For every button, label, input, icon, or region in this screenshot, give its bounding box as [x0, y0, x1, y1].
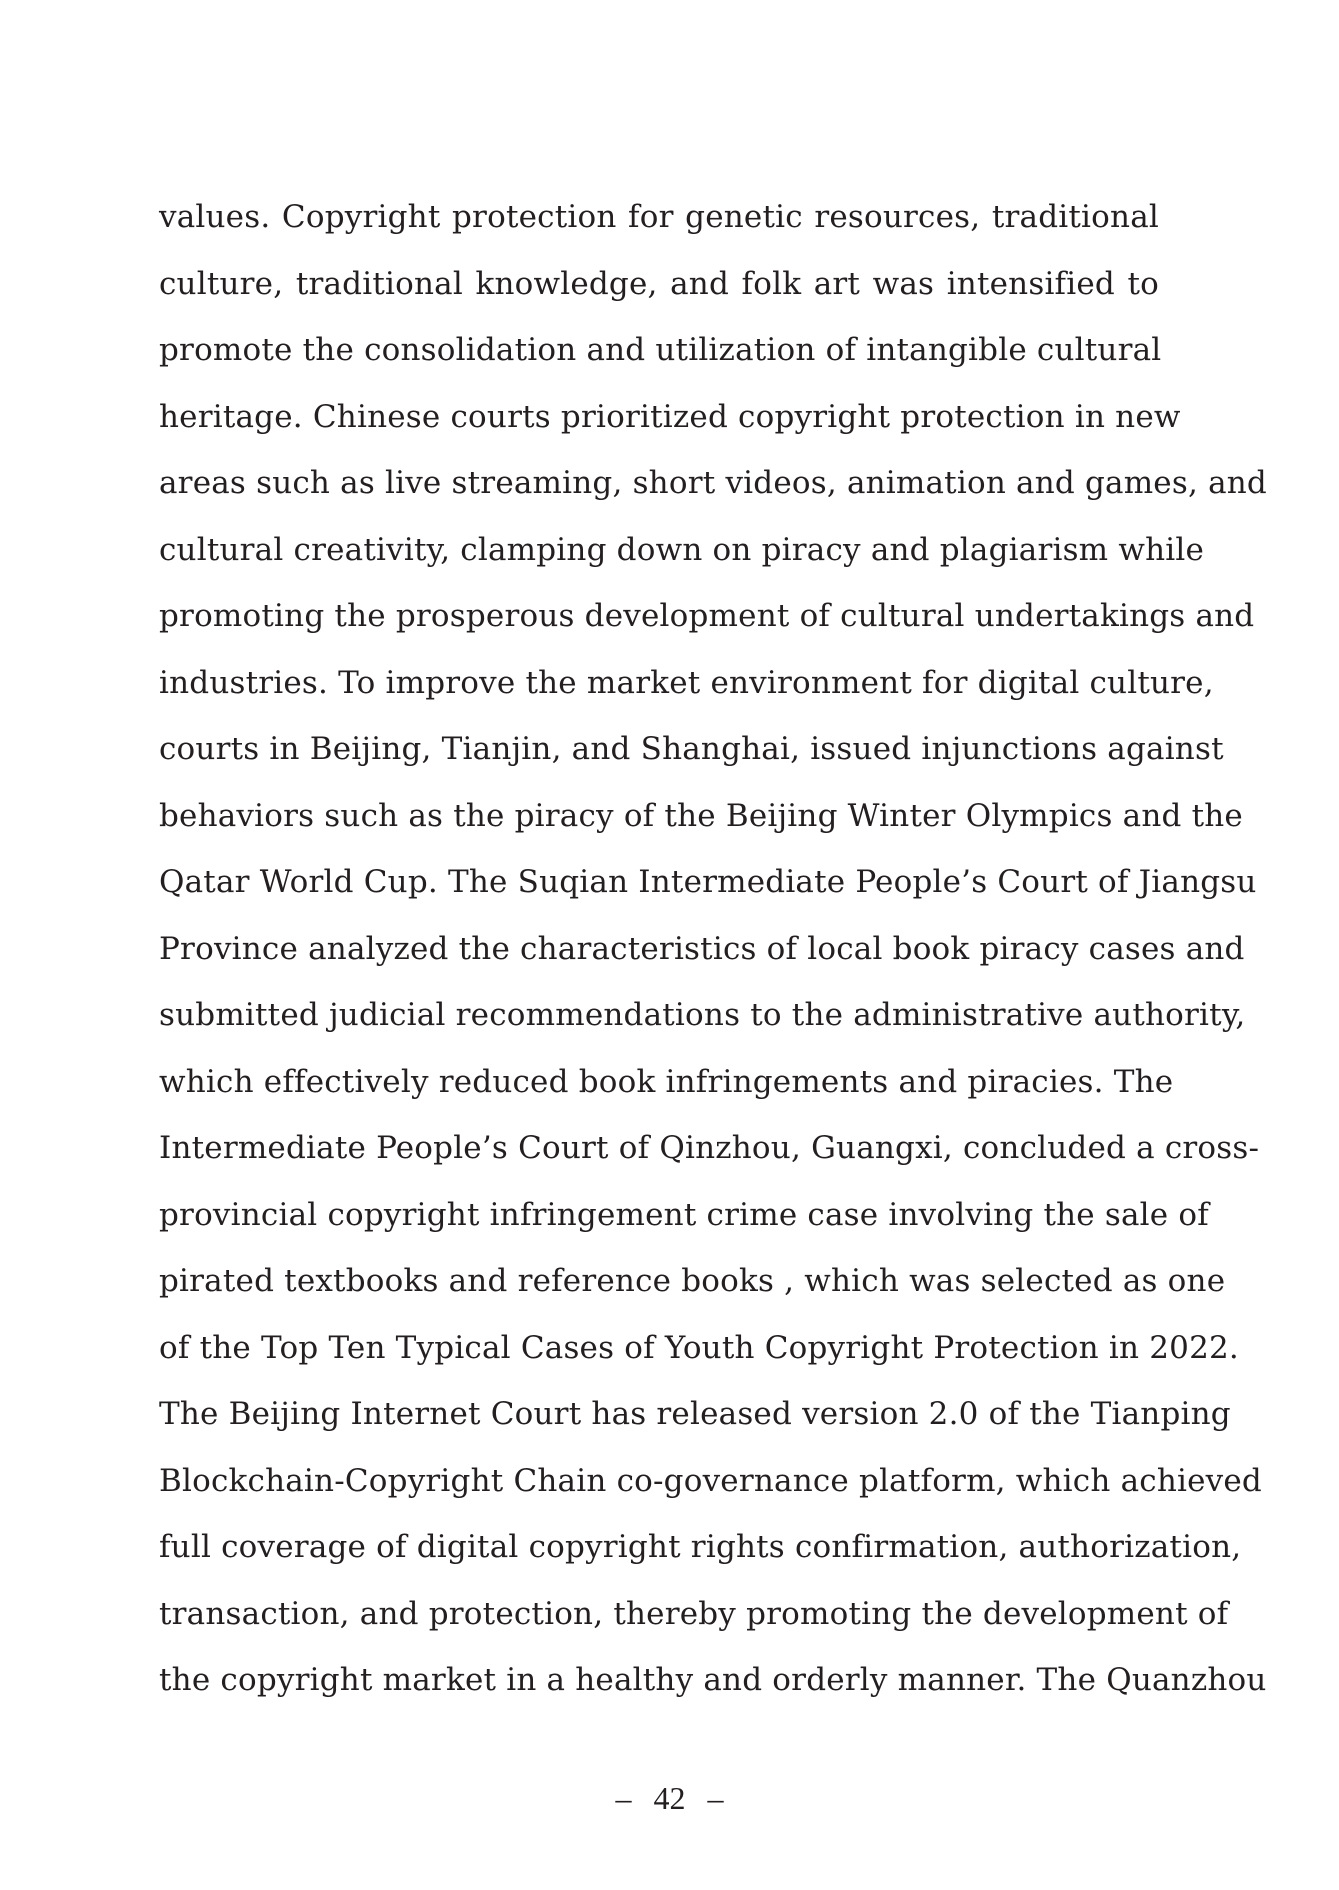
- text-line: Qatar World Cup. The Suqian Intermediate People’s Court of Jiangsu: [159, 864, 1257, 900]
- text-line: provincial copyright infringement crime case involving the sale of: [159, 1196, 1209, 1233]
- text-line: courts in Beijing, Tianjin, and Shanghai, issued injunctions against: [159, 731, 1224, 767]
- text-line: areas such as live streaming, short videos, animation and games, and: [159, 465, 1267, 501]
- text-line: industries. To improve the market environment for digital culture,: [159, 664, 1214, 701]
- text-line: cultural creativity, clamping down on piracy and plagiarism while: [159, 531, 1205, 568]
- text-line: submitted judicial recommendations to the administrative authority,: [159, 997, 1246, 1033]
- text-line: The Beijing Internet Court has released version 2.0 of the Tianping: [159, 1396, 1231, 1432]
- text-line: Province analyzed the characteristics of local book piracy cases and: [159, 930, 1245, 967]
- body-text: [159, 190, 1267, 1720]
- text-line: the copyright market in a healthy and orderly manner. The Quanzhou: [159, 1662, 1267, 1698]
- text-line: Intermediate People’s Court of Qinzhou, Guangxi, concluded a cross-: [159, 1130, 1260, 1166]
- text-line: heritage. Chinese courts prioritized copyright protection in new: [159, 398, 1181, 435]
- text-line: promoting the prosperous development of cultural undertakings and: [159, 598, 1255, 634]
- text-line: of the Top Ten Typical Cases of Youth Copyright Protection in 2022.: [159, 1329, 1239, 1366]
- text-line: pirated textbooks and reference books , which was selected as one: [159, 1263, 1226, 1299]
- text-line: transaction, and protection, thereby promoting the development of: [159, 1595, 1229, 1632]
- text-line: culture, traditional knowledge, and folk art was intensified to: [159, 265, 1159, 302]
- page-number: – 42 –: [615, 1780, 724, 1816]
- text-line: which effectively reduced book infringements and piracies. The: [159, 1063, 1174, 1100]
- text-line: behaviors such as the piracy of the Beijing Winter Olympics and the: [159, 797, 1243, 834]
- text-line: full coverage of digital copyright rights confirmation, authorization,: [159, 1529, 1242, 1565]
- text-line: promote the consolidation and utilization of intangible cultural: [159, 332, 1162, 368]
- text-line: values. Copyright protection for genetic resources, traditional: [159, 199, 1159, 235]
- text-line: Blockchain-Copyright Chain co-governance platform, which achieved: [159, 1462, 1262, 1499]
